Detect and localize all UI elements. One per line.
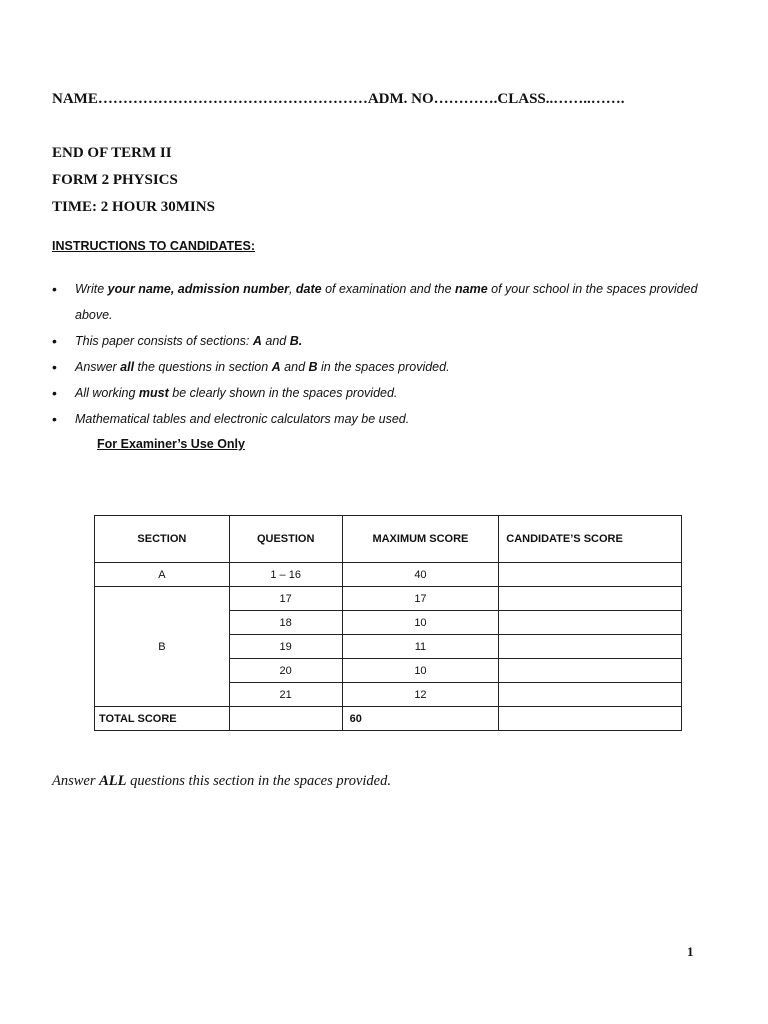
header-candidate-score: CANDIDATE’S SCORE — [499, 516, 682, 563]
instructions-list — [52, 276, 712, 432]
candidate-score-cell[interactable] — [499, 611, 682, 635]
instruction-item: • All working must be clearly shown in the spaces provided. — [52, 380, 712, 406]
max-score-cell: 10 — [342, 611, 499, 635]
section-b-cell: B — [95, 587, 230, 707]
table-row — [95, 587, 682, 611]
max-score-cell: 11 — [342, 635, 499, 659]
question-cell: 19 — [229, 635, 342, 659]
max-score-cell: 10 — [342, 659, 499, 683]
candidate-score-cell[interactable] — [499, 659, 682, 683]
candidate-score-cell[interactable] — [499, 563, 682, 587]
instructions-heading: INSTRUCTIONS TO CANDIDATES: — [52, 239, 256, 253]
instruction-item: • Answer all the questions in section A and B in the spaces provided. — [52, 354, 712, 380]
question-cell: 1 – 16 — [229, 563, 342, 587]
exam-time: TIME: 2 HOUR 30MINS — [52, 199, 215, 215]
candidate-score-cell[interactable] — [499, 683, 682, 707]
max-score-cell: 40 — [342, 563, 499, 587]
instruction-item: • Write your name, admission number, date of examination and the name of your school in the spaces provided above. — [52, 276, 712, 328]
table-header-row — [95, 516, 682, 563]
total-question-cell — [229, 707, 342, 731]
question-cell: 20 — [229, 659, 342, 683]
score-table — [94, 515, 682, 731]
instruction-item: • Mathematical tables and electronic calculators may be used. — [52, 406, 712, 432]
header-section: SECTION — [95, 516, 230, 563]
candidate-score-cell[interactable] — [499, 635, 682, 659]
name-adm-class-line: NAME………………………………………………ADM. NO………….CLASS..……..……. — [52, 91, 625, 107]
section-a-cell: A — [95, 563, 230, 587]
instruction-item: • This paper consists of sections: A and B. — [52, 328, 712, 354]
header-question: QUESTION — [229, 516, 342, 563]
table-row — [95, 563, 682, 587]
exam-term-title: END OF TERM II — [52, 145, 172, 161]
candidate-score-cell[interactable] — [499, 587, 682, 611]
answer-all-note: Answer ALL questions this section in the spaces provided. — [52, 773, 391, 789]
max-score-cell: 12 — [342, 683, 499, 707]
total-max-score: 60 — [342, 707, 499, 731]
question-cell: 17 — [229, 587, 342, 611]
exam-subject-title: FORM 2 PHYSICS — [52, 172, 178, 188]
header-maximum-score: MAXIMUM SCORE — [342, 516, 499, 563]
total-score-label: TOTAL SCORE — [95, 707, 230, 731]
total-candidate-score-cell[interactable] — [499, 707, 682, 731]
page-number: 1 — [687, 944, 694, 959]
total-row — [95, 707, 682, 731]
examiner-use-heading: For Examiner’s Use Only — [97, 437, 245, 451]
max-score-cell: 17 — [342, 587, 499, 611]
question-cell: 18 — [229, 611, 342, 635]
question-cell: 21 — [229, 683, 342, 707]
